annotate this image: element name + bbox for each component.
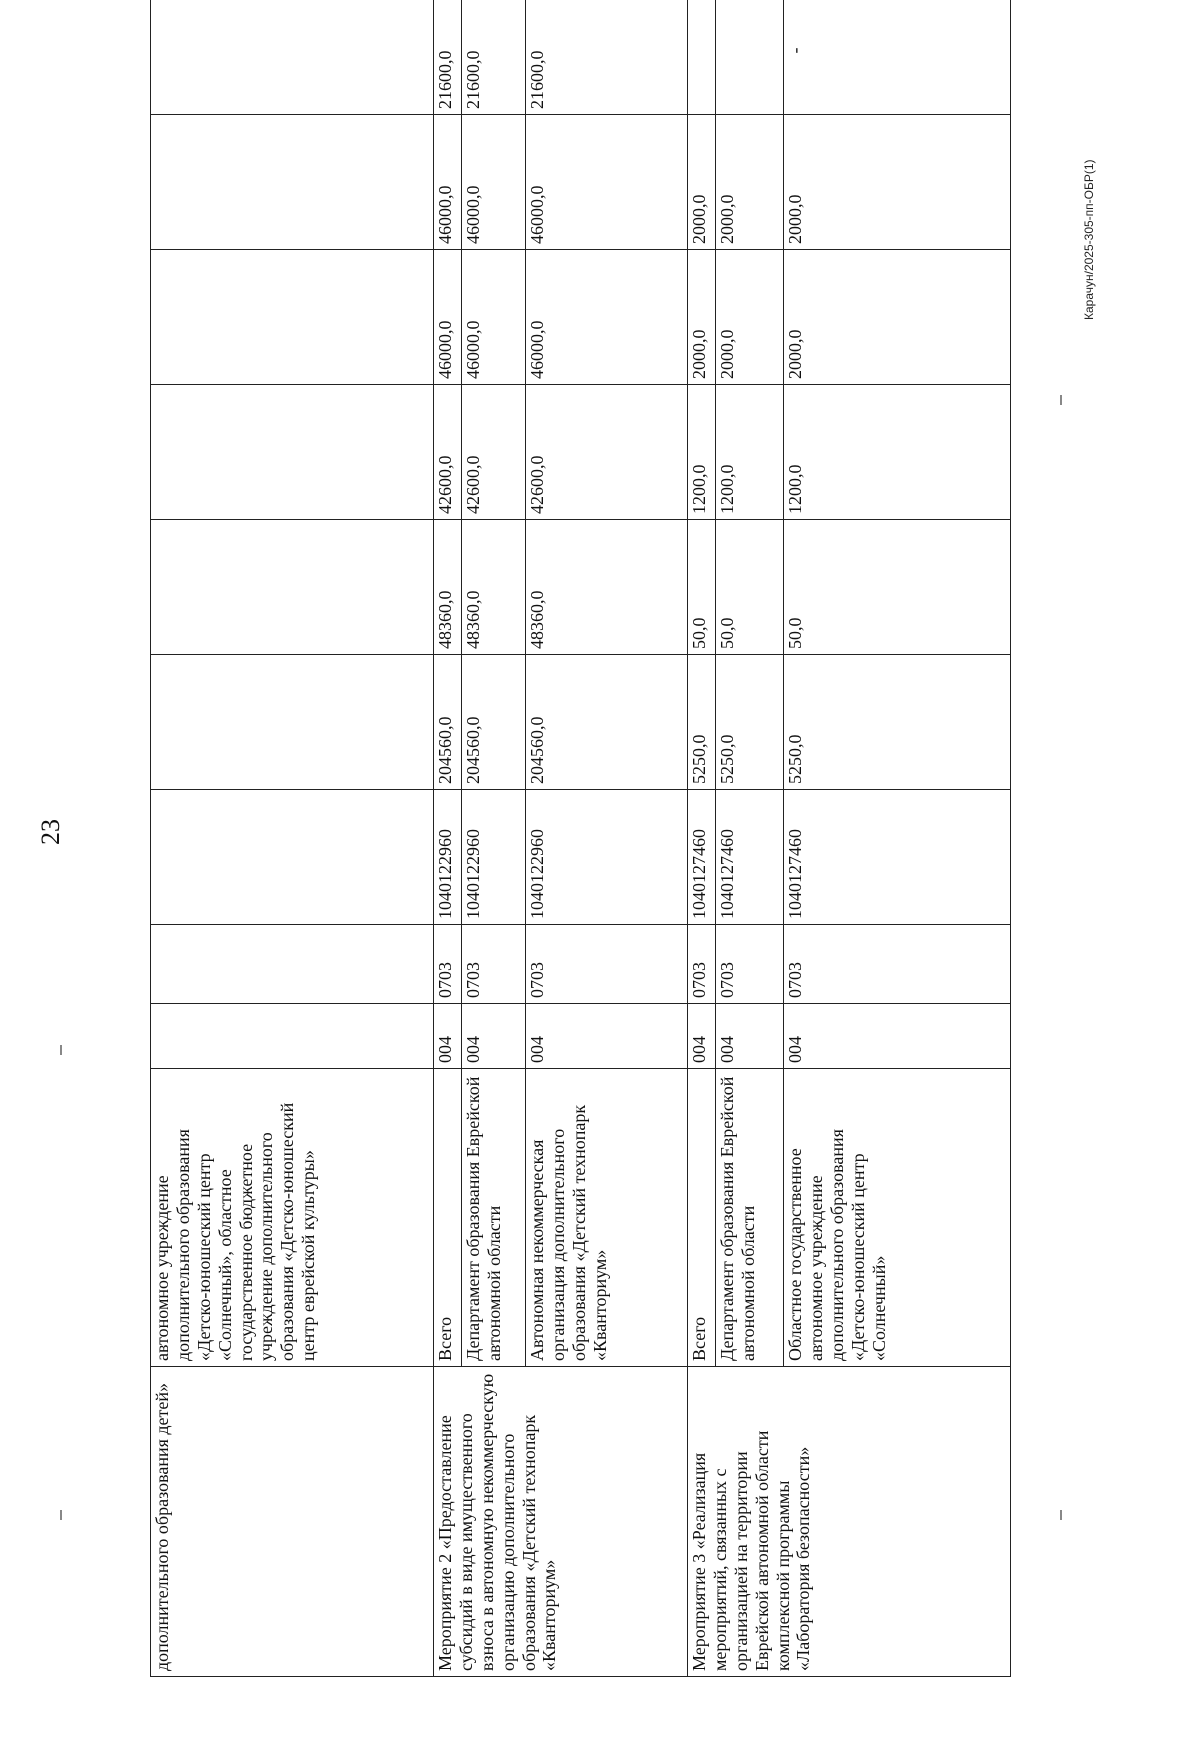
year-cell: 50,0 (716, 520, 784, 655)
year-cell: 1200,0 (688, 385, 716, 520)
total-cell: 5250,0 (716, 655, 784, 790)
year-cell: - (784, 0, 1011, 115)
total-cell: 5250,0 (784, 655, 1011, 790)
year-cell: 48360,0 (526, 520, 688, 655)
year-cell: 2000,0 (784, 250, 1011, 385)
rzpr-cell: 0703 (716, 925, 784, 1004)
event-title-cell: Мероприятие 3 «Реализация мероприятий, связанных с организацией на территории Еврейской автономной области комплексной программы «Лаборатория безопасности» (688, 1367, 1011, 1677)
year-cell: 1200,0 (784, 385, 1011, 520)
year-cell: 2000,0 (688, 115, 716, 250)
continuation-row (151, 0, 434, 1677)
executor-cell: Всего (688, 1069, 716, 1367)
event-title-cell: Мероприятие 2 «Предоставление субсидий в виде имущественного взноса в автономную некоммерческую организацию дополнительного образования «Детский технопарк «Кванториум» (434, 1367, 688, 1677)
csr-cell: 1040127460 (716, 790, 784, 925)
rotated-page-content (150, 47, 1065, 1677)
year-cell: 2000,0 (784, 115, 1011, 250)
year-cell: 46000,0 (526, 250, 688, 385)
table-row (688, 0, 716, 1677)
year-cell: 50,0 (688, 520, 716, 655)
rzpr-cell: 0703 (434, 925, 462, 1004)
scan-mark (60, 1510, 62, 1520)
document-code: Карачун/2025-305-пп-ОБР(1) (1082, 159, 1096, 320)
grbs-cell: 004 (526, 1004, 688, 1069)
year-cell: 46000,0 (434, 250, 462, 385)
year-cell: 42600,0 (434, 385, 462, 520)
year-cell: 48360,0 (434, 520, 462, 655)
executor-cell: Областное государственное автономное учреждение дополнительного образования «Детско-юношеский центр «Солнечный» (784, 1069, 1011, 1367)
rzpr-cell: 0703 (526, 925, 688, 1004)
grbs-cell: 004 (784, 1004, 1011, 1069)
year-cell: 1200,0 (716, 385, 784, 520)
year-cell (716, 0, 784, 115)
year-cell: 2000,0 (716, 250, 784, 385)
year-cell: 46000,0 (462, 250, 526, 385)
rzpr-cell: 0703 (462, 925, 526, 1004)
total-cell: 204560,0 (462, 655, 526, 790)
total-cell: 5250,0 (688, 655, 716, 790)
year-cell: 2000,0 (688, 250, 716, 385)
grbs-cell: 004 (434, 1004, 462, 1069)
rzpr-cell: 0703 (688, 925, 716, 1004)
executor-cell: Департамент образования Еврейской автономной области (462, 1069, 526, 1367)
grbs-cell: 004 (716, 1004, 784, 1069)
rzpr-cell: 0703 (784, 925, 1011, 1004)
year-cell (688, 0, 716, 115)
year-cell: 42600,0 (526, 385, 688, 520)
total-cell: 204560,0 (526, 655, 688, 790)
page-number: 23 (36, 819, 65, 845)
table-row (434, 0, 462, 1677)
year-cell: 2000,0 (716, 115, 784, 250)
csr-cell: 1040122960 (462, 790, 526, 925)
csr-cell: 1040122960 (434, 790, 462, 925)
executor-cell: Департамент образования Еврейской автономной области (716, 1069, 784, 1367)
year-cell: 21600,0 (462, 0, 526, 115)
executor-cell: Автономная некоммерческая организация дополнительного образования «Детский технопарк «Кванториум» (526, 1069, 688, 1367)
csr-cell: 1040127460 (688, 790, 716, 925)
year-cell: 46000,0 (462, 115, 526, 250)
year-cell: 46000,0 (434, 115, 462, 250)
executor-cell: Всего (434, 1069, 462, 1367)
year-cell: 21600,0 (434, 0, 462, 115)
csr-cell: 1040127460 (784, 790, 1011, 925)
year-cell: 21600,0 (526, 0, 688, 115)
scan-mark (60, 1045, 62, 1055)
budget-table (150, 0, 1011, 1677)
grbs-cell: 004 (688, 1004, 716, 1069)
total-cell: 204560,0 (434, 655, 462, 790)
executor-cell: автономное учреждение дополнительного образования «Детско-юношеский центр «Солнечный», областное государственное бюджетное учреждение дополнительного образования «Детско-юношеский центр еврейской культуры» (151, 1069, 434, 1367)
event-cell: дополнительного образования детей» (151, 1367, 434, 1677)
year-cell: 48360,0 (462, 520, 526, 655)
csr-cell: 1040122960 (526, 790, 688, 925)
year-cell: 50,0 (784, 520, 1011, 655)
grbs-cell: 004 (462, 1004, 526, 1069)
year-cell: 42600,0 (462, 385, 526, 520)
year-cell: 46000,0 (526, 115, 688, 250)
